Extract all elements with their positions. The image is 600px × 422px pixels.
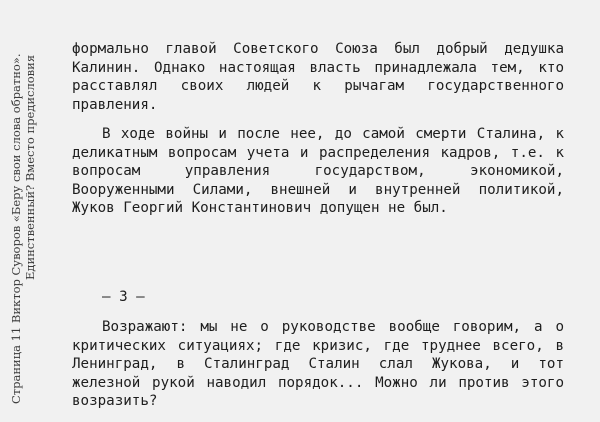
paragraph-zhukov-cadres: В ходе войны и после нее, до самой смерти Сталина, к деликатным вопросам учета и распределения кадров, т.е. к вопросам управления государством, экономикой, Вооруженными Силами, внешней и внутренней политикой, Жуков Георгий Константинович допущен не был. xyxy=(72,126,564,216)
running-header-title: Страница 11 Виктор Суворов «Беру свои слова обратно». xyxy=(9,53,23,404)
paragraph-objections: Возражают: мы не о руководстве вообще говорим, а о критических ситуациях; где кризис, где труднее всего, в Ленинград, в Сталинград Сталин слал Жукова, и тот железной рукой наводил порядок... Можно ли против этого возразить? xyxy=(72,319,564,409)
running-header-chapter: Единственный? Вместо предисловия xyxy=(23,54,37,280)
section-number: – 3 – xyxy=(102,289,145,305)
running-header xyxy=(9,24,37,404)
paragraph-continuation: формально главой Советского Союза был добрый дедушка Калинин. Однако настоящая власть принадлежала тем, кто расставлял своих людей к рычагам государственного правления. xyxy=(72,41,564,113)
